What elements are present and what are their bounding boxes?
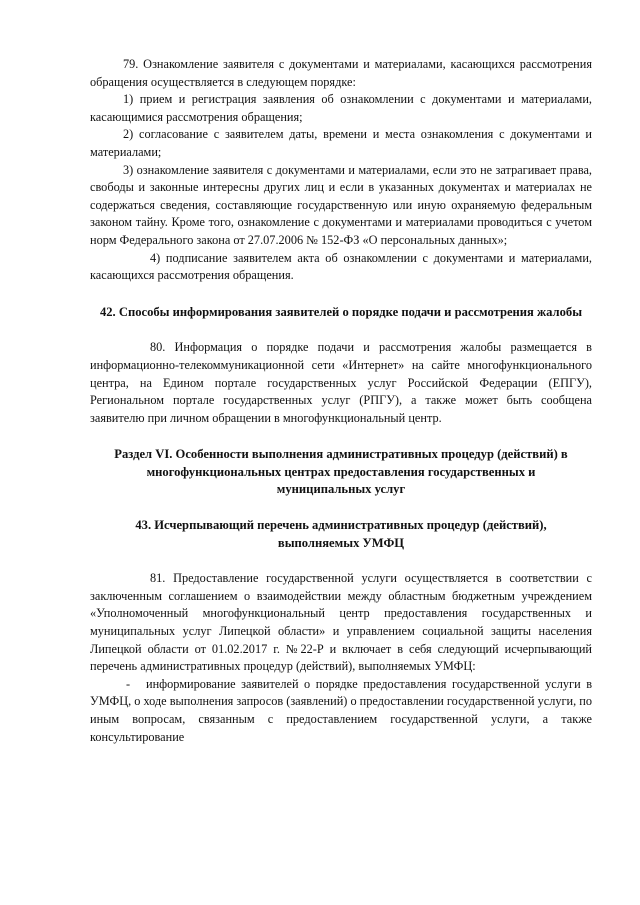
- section-6-heading: Раздел VI. Особенности выполнения административных процедур (действий) в многофункциональных центрах предоставления государственных и муниципальных услуг: [114, 447, 568, 497]
- paragraph-79-item-4: 4) подписание заявителем акта об ознакомлении с документами и материалами, касающихся рассмотрения обращения.: [90, 250, 592, 283]
- heading-42: 42. Способы информирования заявителей о порядке подачи и рассмотрения жалобы: [99, 304, 583, 319]
- paragraph-79-item-1: 1) прием и регистрация заявления об ознакомлении с документами и материалами, касающимися рассмотрения обращения;: [90, 92, 592, 124]
- paragraph-79-item-3: 3) ознакомление заявителя с документами и материалами, если это не затрагивает права, свободы и законные интересны других лиц и если в указанных документах и материалах не содержаться сведения, составляющие государственную или иную охраняемую федеральным законом тайну. Кроме того, ознакомление с документами и материалами проводиться с учетом норм Федерального закона от 27.07.2006 № 152-ФЗ «О персональных данных»;: [90, 162, 592, 247]
- heading-43: 43. Исчерпывающий перечень административных процедур (действий), выполняемых УМФЦ: [135, 518, 547, 550]
- bullet-dash: -: [126, 676, 131, 691]
- paragraph-81: 81. Предоставление государственной услуги осуществляется в соответствии с заключенным соглашением о взаимодействии между областным бюджетным учреждением «Уполномоченный многофункциональный центр предоставления государственных и муниципальных услуг Липецкой области» и управлением социальной защиты населения Липецкой области от 01.02.2017 г. №22-Р и включает в себя следующий исчерпывающий перечень административных процедур (действий), выполняемых УМФЦ:: [90, 571, 592, 674]
- bullet-item-1-text: информирование заявителей о порядке предоставления государственной услуги в УМФЦ, о ходе выполнения запросов (заявлений) о предоставлении государственной услуги, по иным вопросам, связанным с предоставлением государственной услуги, а также консультирование: [90, 676, 593, 744]
- paragraph-79-item-2: 2) согласование с заявителем даты, времени и места ознакомления с документами и материалами;: [90, 127, 592, 159]
- bullet-item-1: [90, 676, 592, 746]
- paragraph-80: 80. Информация о порядке подачи и рассмотрения жалобы размещается в информационно-телекоммуникационной сети «Интернет» на сайте многофункционального центра, на Едином портале государственных услуг Российской Федерации (ЕПГУ), Региональном портале государственных услуг (РПГУ), а также может быть сообщена заявителю при личном обращении в многофункциональный центр.: [90, 340, 592, 425]
- paragraph-79: 79. Ознакомление заявителя с документами и материалами, касающихся рассмотрения обращения осуществляется в следующем порядке:: [90, 57, 592, 89]
